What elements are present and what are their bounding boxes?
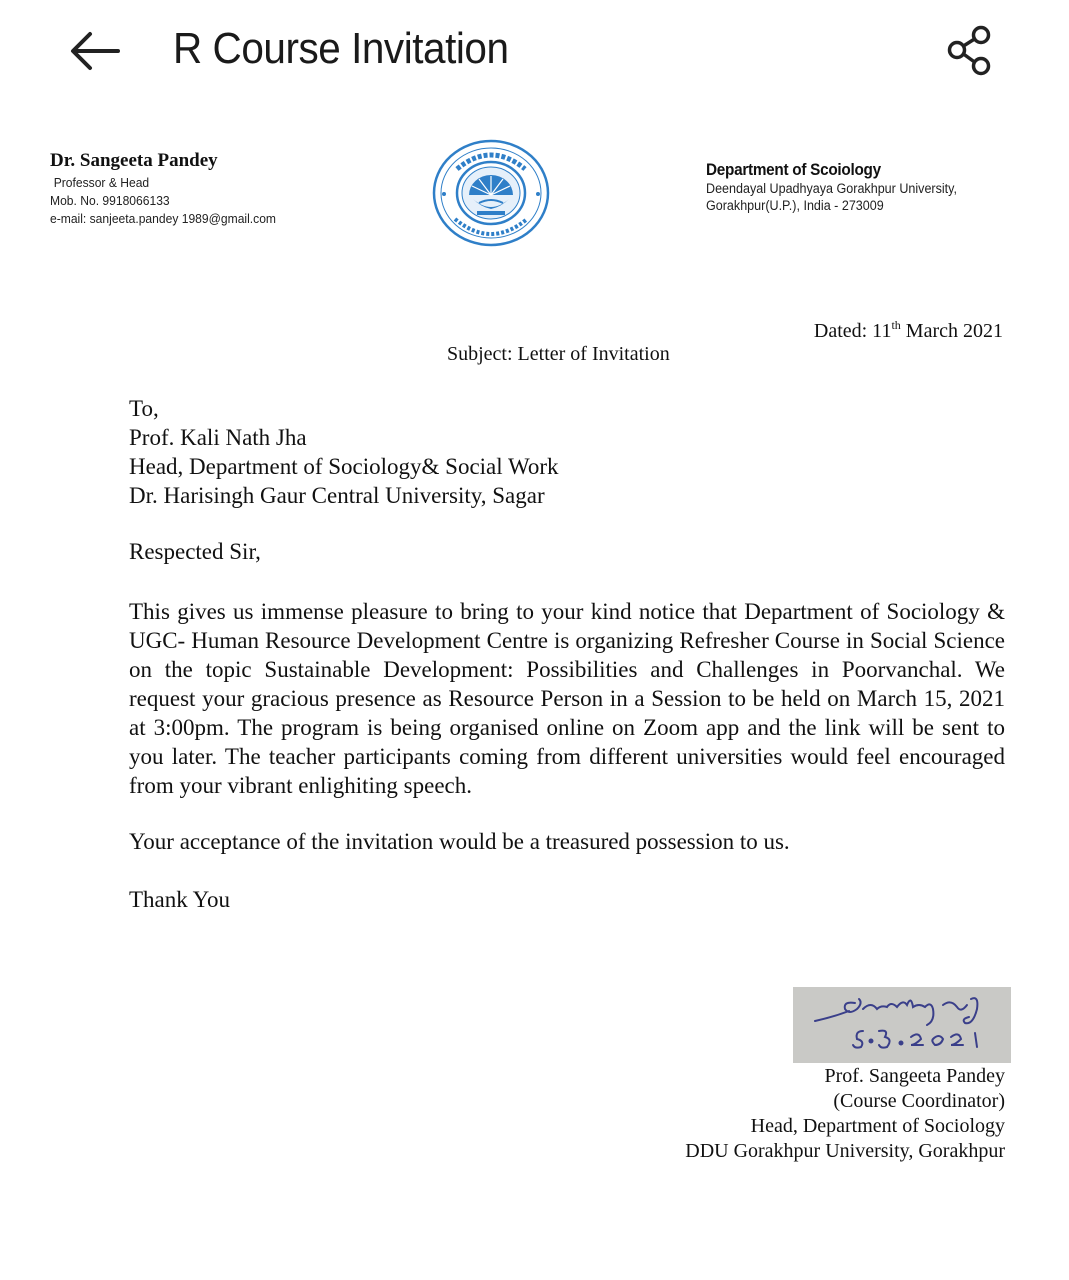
university-seal-icon (429, 137, 553, 249)
date-suffix: March 2021 (900, 320, 1003, 342)
letter-document (0, 110, 1069, 1280)
page-title: R Course Invitation (173, 24, 509, 73)
sender-block (50, 150, 293, 228)
university-seal (429, 137, 553, 249)
department-university: Deendayal Upadhyaya Gorakhpur University, (706, 181, 957, 196)
recipient-line: To, (129, 396, 159, 421)
date-ordinal: th (891, 318, 901, 332)
signature-block (685, 1064, 1005, 1164)
sender-mobile: Mob. No. 9918066133 (50, 193, 170, 208)
closing: Thank You (129, 887, 230, 912)
body-paragraph: This gives us immense pleasure to bring to your kind notice that Department of Sociology & UGC- Human Resource Development Centre is organizing Refresher Course in Social Science on the topic Sustainable Development: Possibilities and Challenges in Poorvanchal. We request your gracious presence as Resource Person in a Session to be held on March 15, 2021 at 3:00pm. The program is being organised online on Zoom app and the link will be sent to you later. The teacher participants coming from different universities would feel encouraged from your vibrant enlighiting speech. (129, 599, 1005, 798)
recipient-designation: Head, Department of Sociology& Social Work (129, 454, 559, 479)
app-bar (0, 0, 1069, 110)
department-address: Gorakhpur(U.P.), India - 273009 (706, 198, 884, 213)
date-prefix: Dated: 11 (813, 320, 892, 342)
share-icon (940, 22, 998, 80)
sender-email: e-mail: sanjeeta.pandey 1989@gmail.com (50, 211, 276, 226)
department-name: Department of Scoiology (706, 160, 881, 179)
signatory-name: Prof. Sangeeta Pandey (824, 1065, 1005, 1087)
letter-date (814, 318, 1003, 343)
signatory-university: DDU Gorakhpur University, Gorakhpur (685, 1140, 1005, 1162)
signatory-designation: Head, Department of Sociology (750, 1115, 1005, 1137)
signatory-role: (Course Coordinator) (833, 1090, 1005, 1112)
sender-designation: Professor & Head (53, 175, 150, 190)
signature-image (793, 987, 1011, 1063)
handwritten-signature-icon (793, 987, 1011, 1063)
arrow-left-icon (62, 24, 124, 76)
share-button[interactable] (940, 22, 998, 80)
recipient-address (129, 394, 559, 510)
sender-name: Dr. Sangeeta Pandey (50, 150, 218, 171)
letter-subject: Subject: Letter of Invitation (447, 343, 670, 365)
department-block (706, 160, 976, 214)
back-button[interactable] (62, 24, 124, 76)
recipient-university: Dr. Harisingh Gaur Central University, Sagar (129, 483, 545, 508)
recipient-name: Prof. Kali Nath Jha (129, 425, 307, 450)
salutation: Respected Sir, (129, 539, 261, 564)
body-paragraph: Your acceptance of the invitation would be a treasured possession to us. (129, 829, 790, 854)
